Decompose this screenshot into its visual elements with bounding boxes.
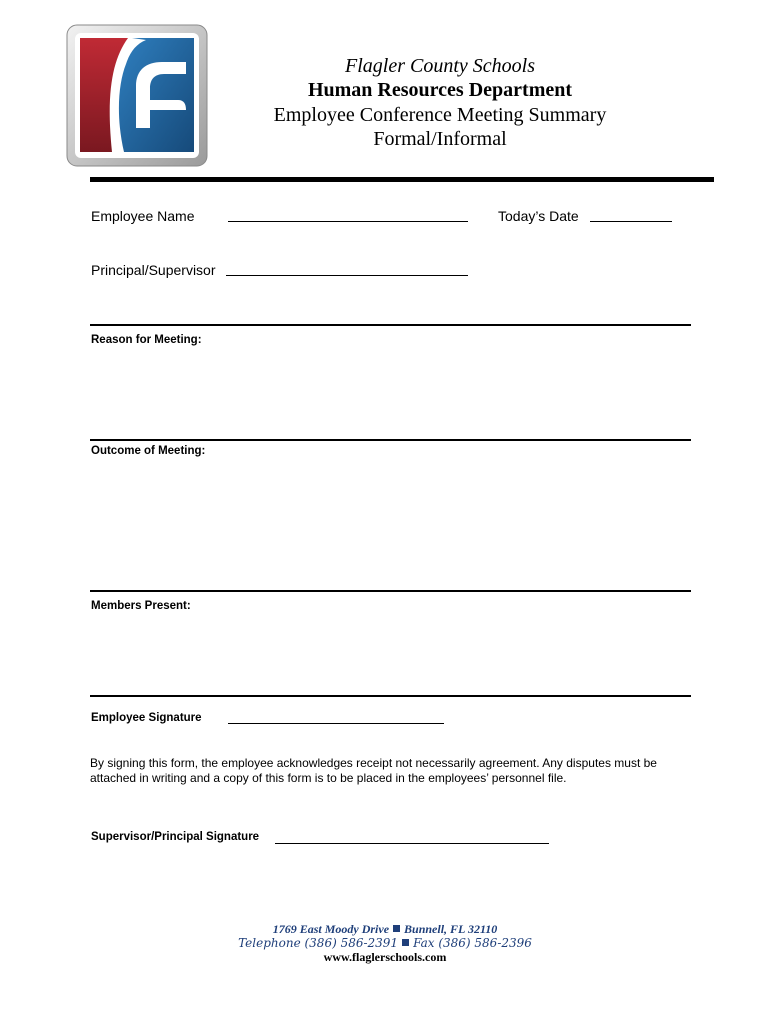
footer-address [170,922,600,937]
footer-fax: Fax (386) 586-2396 [413,936,532,950]
department-name: Human Resources Department [307,79,573,101]
form-subtitle: Formal/Informal [373,128,507,150]
form-title: Employee Conference Meeting Summary [273,104,607,126]
employee-name-label: Employee Name [91,208,195,224]
acknowledgement-text: By signing this form, the employee acknowledges receipt not necessarily agreement. Any disputes must be attached in writing and a copy of this form is to be placed in the employees’ personnel file. [90,756,657,785]
header-divider [90,177,714,182]
section-divider [90,324,691,326]
employee-signature-label: Employee Signature [91,712,202,724]
todays-date-label: Today’s Date [498,208,579,224]
todays-date-field[interactable] [590,221,672,222]
footer-telephone: Telephone (386) 586-2391 [238,936,399,950]
members-present-field[interactable] [91,618,691,692]
bullet-square-icon [402,939,409,946]
principal-supervisor-label: Principal/Supervisor [91,262,216,278]
employee-signature-field[interactable] [228,723,444,724]
footer-website[interactable]: www.flaglerschools.com [323,950,447,964]
outcome-label: Outcome of Meeting: [91,445,206,457]
section-divider [90,695,691,697]
principal-supervisor-field[interactable] [226,275,468,276]
reason-label: Reason for Meeting: [91,334,202,346]
members-present-label: Members Present: [91,600,191,612]
footer-city: Bunnell, FL 32110 [404,922,498,936]
footer-street: 1769 East Moody Drive [272,922,390,936]
section-divider [90,590,691,592]
employee-name-field[interactable] [228,221,468,222]
organization-name: Flagler County Schools [345,55,535,77]
supervisor-signature-label: Supervisor/Principal Signature [91,831,260,843]
reason-field[interactable] [91,352,691,436]
outcome-field[interactable] [91,463,691,587]
bullet-square-icon [393,925,400,932]
supervisor-signature-field[interactable] [275,843,549,844]
footer-phone [170,936,600,950]
section-divider [90,439,691,441]
